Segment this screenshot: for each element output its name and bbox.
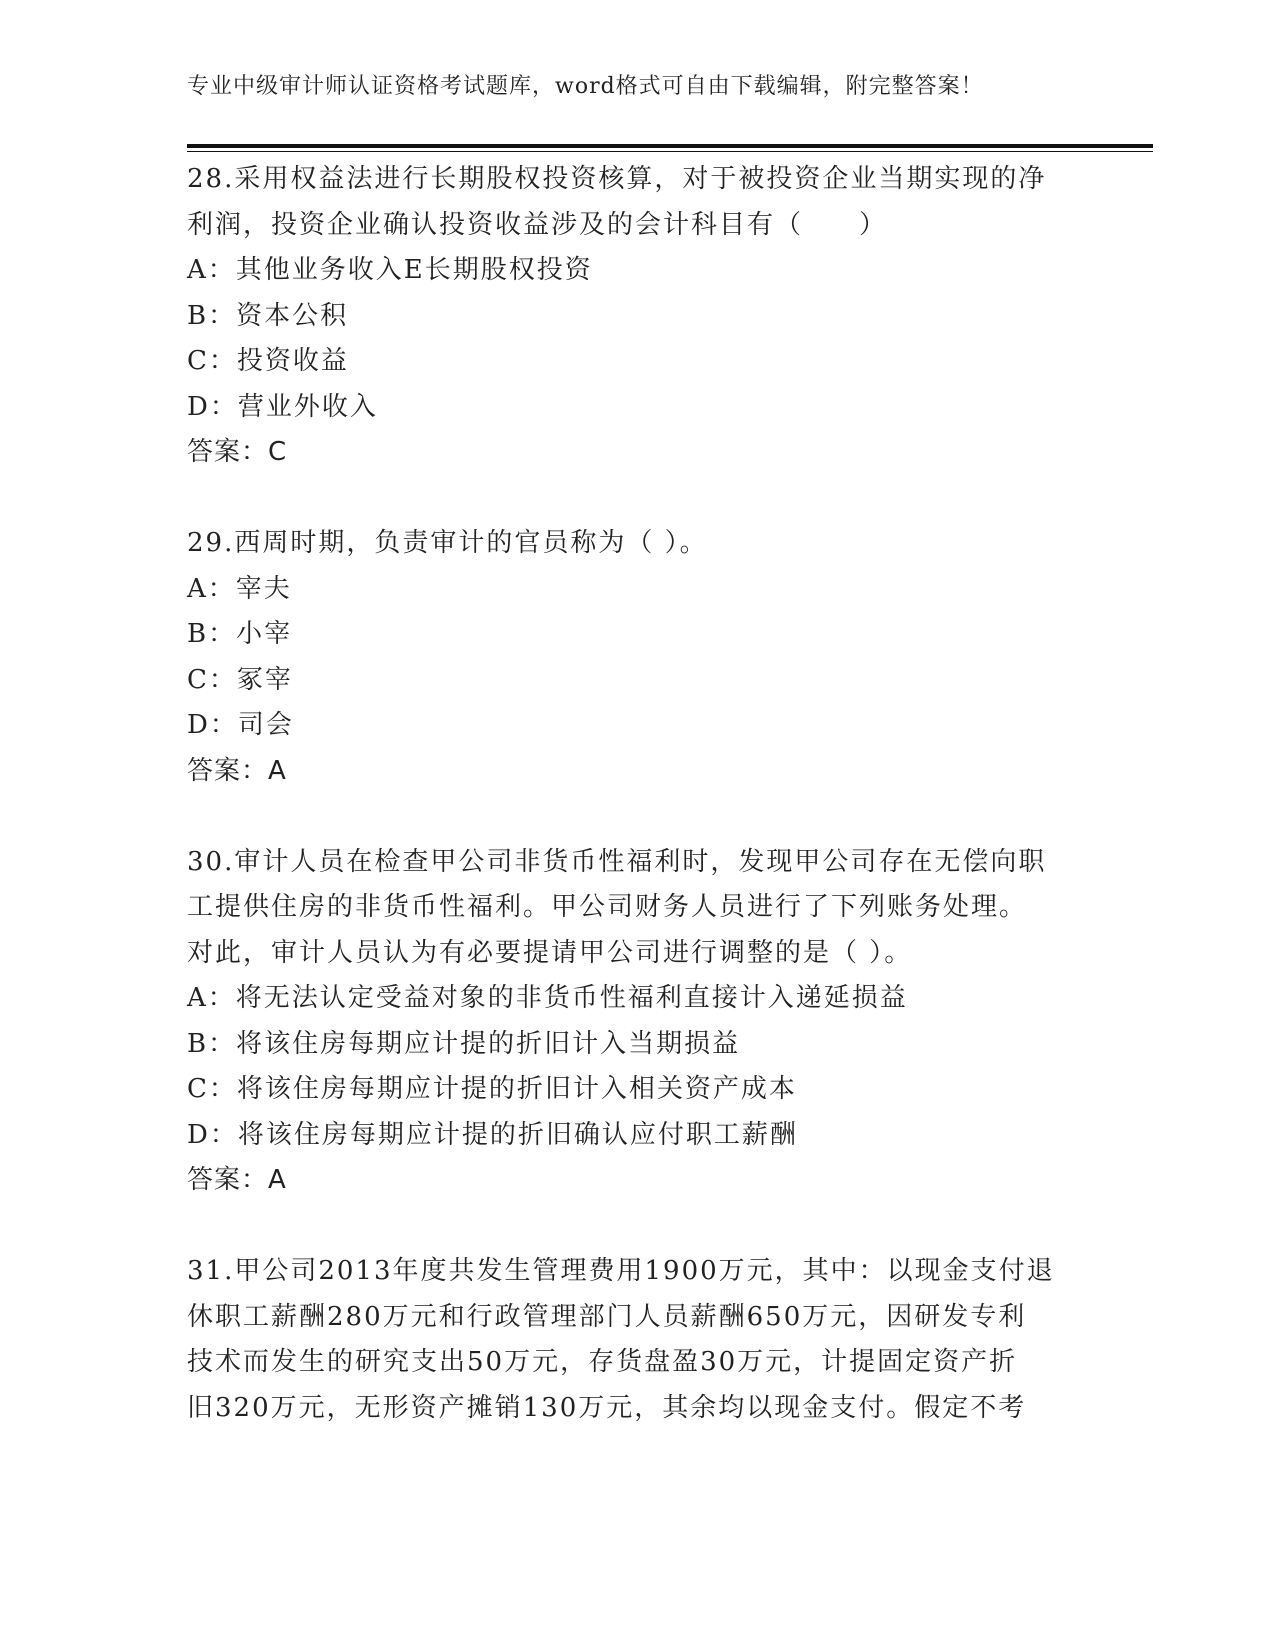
- question-31: [187, 1249, 1087, 1431]
- question-stem-line: 对此，审计人员认为有必要提请甲公司进行调整的是（ ）。: [187, 937, 913, 968]
- question-stem-line: 29.西周时期，负责审计的官员称为（ ）。: [187, 528, 708, 558]
- question-29: [187, 521, 1087, 794]
- question-stem-line: 30.审计人员在检查甲公司非货币性福利时，发现甲公司存在无偿向职: [187, 846, 1047, 877]
- question-30: [187, 840, 1087, 1204]
- option-b: B：将该住房每期应计提的折旧计入当期损益: [187, 1028, 741, 1059]
- option-c: C：投资收益: [187, 346, 349, 376]
- header-rule-thin: [187, 151, 1153, 152]
- option-d: D：将该住房每期应计提的折旧确认应付职工薪酬: [187, 1119, 798, 1150]
- header-rule-thick: [187, 144, 1153, 148]
- question-stem-line: 31.甲公司2013年度共发生管理费用1900万元，其中：以现金支付退: [187, 1256, 1055, 1286]
- page-header: 专业中级审计师认证资格考试题库，word格式可自由下载编辑，附完整答案！: [187, 74, 984, 99]
- question-stem-line: 工提供住房的非货币性福利。甲公司财务人员进行了下列账务处理。: [187, 892, 1028, 922]
- option-a: A：将无法认定受益对象的非货币性福利直接计入递延损益: [187, 983, 908, 1013]
- question-28: [187, 157, 1087, 476]
- option-d: D：营业外收入: [187, 391, 378, 422]
- option-b: B：资本公积: [187, 300, 349, 331]
- answer-line: 答案：A: [187, 1165, 287, 1195]
- option-c: C：冢宰: [187, 664, 293, 695]
- option-d: D：司会: [187, 710, 294, 740]
- question-stem-line: 28.采用权益法进行长期股权投资核算，对于被投资企业当期实现的净: [187, 164, 1047, 194]
- option-a: A：宰夫: [187, 573, 292, 604]
- question-list: [187, 157, 1087, 1431]
- question-stem-line: 技术而发生的研究支出50万元，存货盘盈30万元，计提固定资产折: [187, 1347, 1018, 1377]
- question-stem-line: 利润，投资企业确认投资收益涉及的会计科目有（ ）: [187, 209, 888, 240]
- answer-line: 答案：C: [187, 437, 288, 467]
- answer-line: 答案：A: [187, 755, 287, 786]
- question-stem-line: 休职工薪酬280万元和行政管理部门人员薪酬650万元，因研发专利: [187, 1301, 1027, 1332]
- question-stem-line: 旧320万元，无形资产摊销130万元，其余均以现金支付。假定不考: [187, 1392, 1027, 1423]
- option-c: C：将该住房每期应计提的折旧计入相关资产成本: [187, 1074, 797, 1104]
- option-b: B：小宰: [187, 619, 293, 649]
- option-a: A：其他业务收入E长期股权投资: [187, 255, 593, 285]
